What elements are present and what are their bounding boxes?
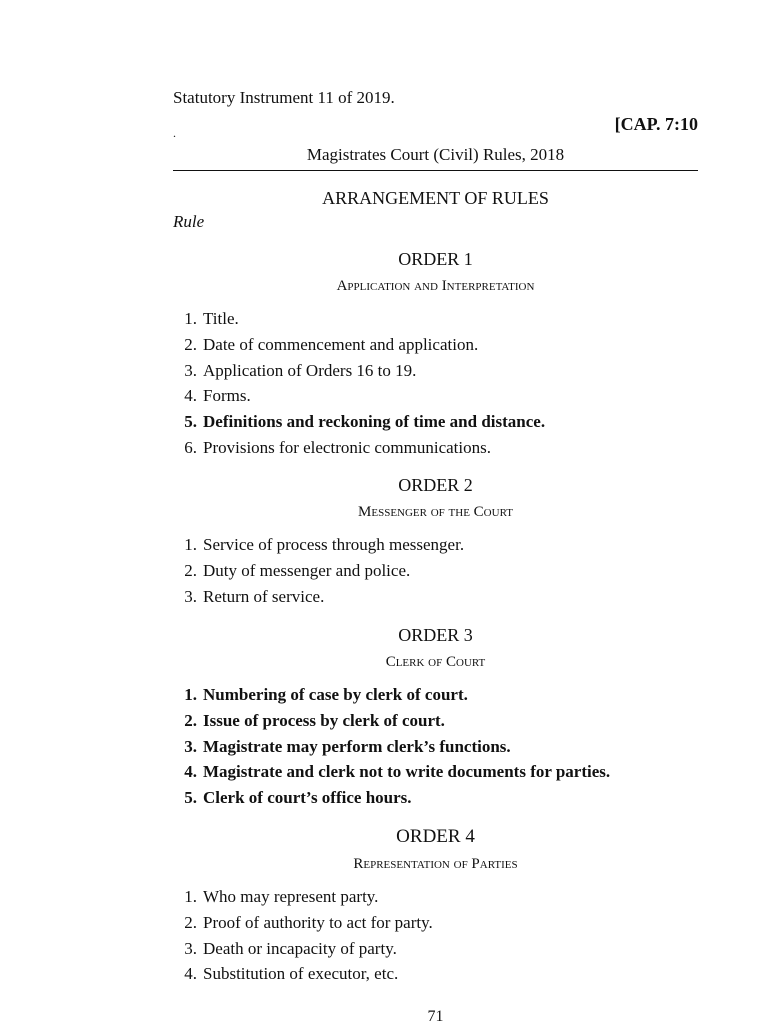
list-item [173,708,698,734]
rule-number: 5. [184,788,197,808]
order-4-section [173,826,698,987]
list-item [173,409,698,435]
rule-text: Death or incapacity of party. [203,938,397,958]
statutory-instrument-label: Statutory Instrument 11 of 2019. [173,88,395,107]
order-title: ORDER 1 [398,249,473,269]
rule-number: 1. [184,309,197,328]
list-item [173,961,698,987]
list-item [173,383,698,409]
rule-number: 4. [184,762,197,782]
list-item [173,358,698,384]
order-subtitle: Application and Interpretation [336,278,535,294]
order-subtitle: Representation of Parties [353,856,518,872]
stray-dot: . [173,126,176,140]
rule-text: Magistrate and clerk not to write documents for parties. [203,762,611,782]
list-item [173,785,698,811]
rule-text: Forms. [203,386,251,406]
list-item [173,558,698,584]
rule-text: Issue of process by clerk of court. [203,710,445,730]
rule-number: 2. [184,912,197,932]
rule-text: Clerk of court’s office hours. [203,788,412,808]
rule-number: 2. [184,334,197,354]
list-item [173,435,698,461]
rule-column-label: Rule [173,212,205,231]
rule-list [173,532,698,609]
rule-list [173,682,698,811]
order-subtitle: Messenger of the Court [358,504,513,520]
rule-text: Title. [203,309,239,328]
rule-number: 2. [184,560,197,580]
rule-number: 4. [184,386,197,406]
rule-text: Substitution of executor, etc. [203,964,399,984]
chapter-reference: [CAP. 7:10 [614,114,698,134]
arrangement-heading: ARRANGEMENT OF RULES [322,188,549,208]
rule-text: Service of process through messenger. [203,535,465,554]
rule-number: 1. [184,887,197,906]
order-title: ORDER 4 [396,826,475,847]
running-title: Magistrates Court (Civil) Rules, 2018 [306,145,565,164]
list-item [173,759,698,785]
document-page [173,0,698,1024]
order-subtitle: Clerk of Court [385,654,486,670]
rule-number: 3. [184,360,197,380]
order-1-section [173,248,698,461]
rule-text: Duty of messenger and police. [203,560,411,580]
order-2-section [173,474,698,609]
rule-list [173,306,698,461]
rule-text: Date of commencement and application. [203,334,479,354]
list-item [173,682,698,708]
list-item [173,734,698,760]
header-divider [173,170,698,171]
list-item [173,936,698,962]
rule-text: Definitions and reckoning of time and distance. [203,412,546,432]
rule-text: Return of service. [203,586,325,606]
rule-number: 4. [184,964,197,984]
list-item [173,884,698,910]
rule-text: Who may represent party. [203,887,379,906]
rule-number: 2. [184,710,197,730]
rule-number: 1. [184,535,197,554]
rule-number: 3. [184,938,197,958]
rule-text: Proof of authority to act for party. [203,912,433,932]
list-item [173,910,698,936]
rule-number: 3. [184,736,197,756]
list-item [173,306,698,332]
rule-number: 6. [184,437,197,457]
page-number: 71 [427,1008,444,1025]
rule-text: Numbering of case by clerk of court. [203,685,468,704]
rule-text: Provisions for electronic communications. [203,437,491,457]
order-title: ORDER 2 [398,475,473,495]
list-item [173,584,698,610]
rule-list [173,884,698,987]
rule-number: 3. [184,586,197,606]
rule-text: Application of Orders 16 to 19. [203,360,417,380]
list-item [173,332,698,358]
order-3-section [173,624,698,811]
rule-number: 5. [184,412,197,432]
rule-text: Magistrate may perform clerk’s functions. [203,736,511,756]
order-title: ORDER 3 [398,625,473,645]
list-item [173,532,698,558]
rule-number: 1. [184,685,197,704]
